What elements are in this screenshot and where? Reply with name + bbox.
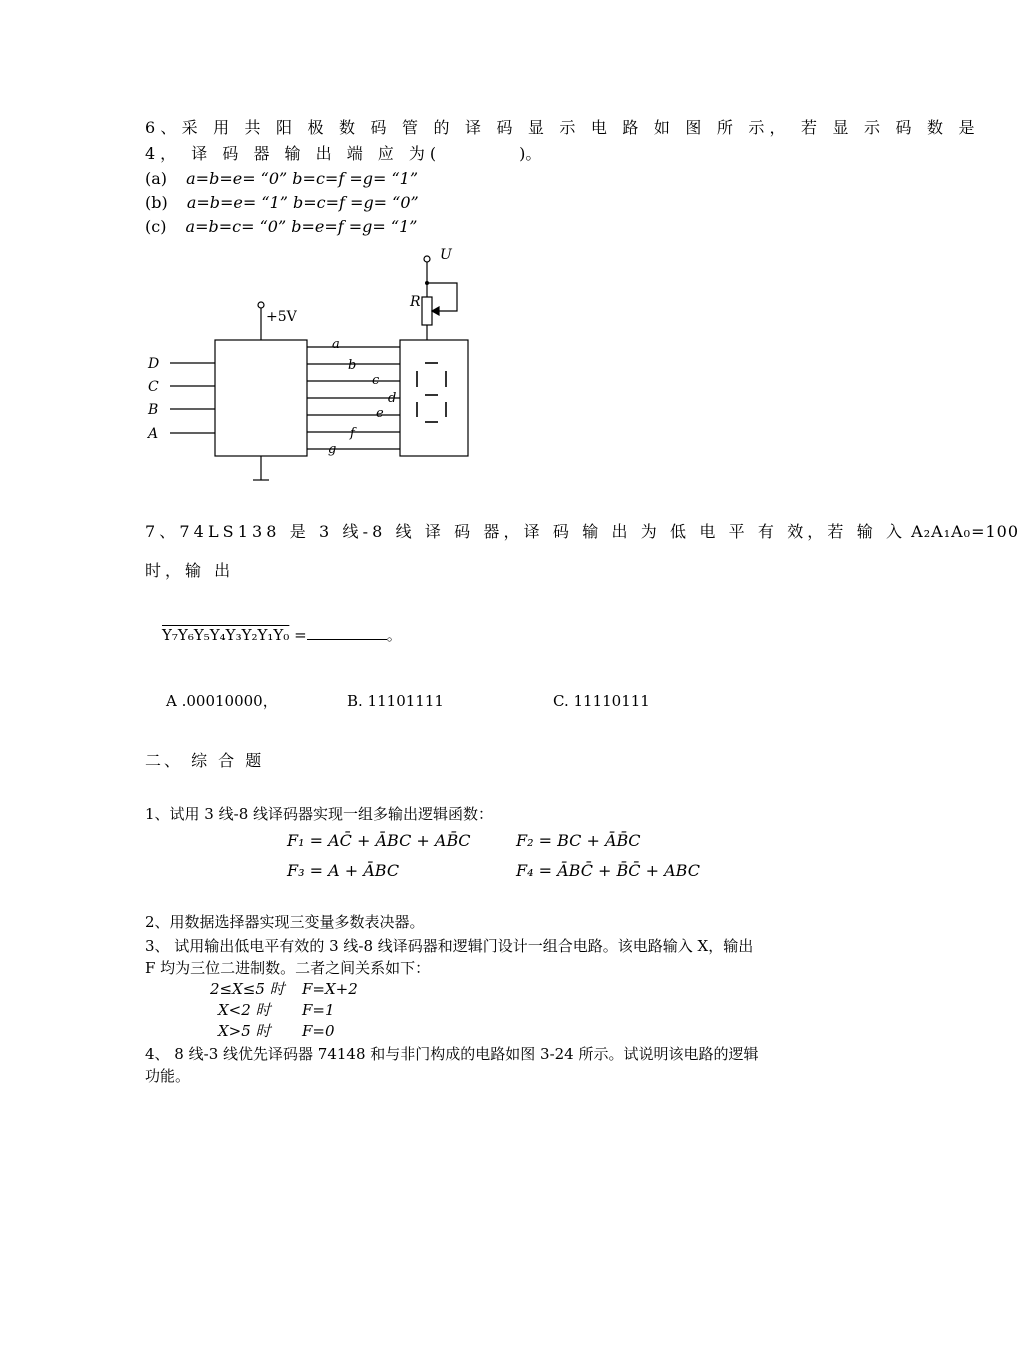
q7-expression [162,625,402,644]
resistor-label: R [410,294,421,310]
display-box [400,340,468,456]
relation-result: F=0 [302,1022,335,1040]
section2-p4-line1: 4、 8 线-3 线优先译码器 74148 和与非门构成的电路如图 3-24 所示。试说明该电路的逻辑 [145,1045,759,1063]
q7-expr-eq: = [294,626,307,644]
segment-label-c: c [372,373,380,388]
input-label-a: A [148,426,159,442]
formula-f2: F₂ = BC + ĀB̄C [516,831,641,850]
option-text: a=b=e= “0” b=c=f =g= “1” [186,169,419,188]
input-label-d: D [148,356,160,372]
q7-expr-outputs: Y₇Y₆Y₅Y₄Y₃Y₂Y₁Y₀ [162,626,290,644]
input-label-c: C [148,379,159,395]
q6-line2 [145,145,541,163]
q7-choice-b: B. 11101111 [347,692,444,710]
segment-label-g: g [328,442,337,457]
segment-label-f: f [350,426,355,441]
segment-label-e: e [376,406,384,421]
section2-p3-line2: F 均为三位二进制数。二者之间关系如下： [145,959,431,977]
decoder-circuit-diagram [140,240,480,485]
option-label: (a) [145,169,168,188]
q7-line1-text: 7、74LS138 是 3 线-8 线 译 码 器，译 码 输 出 为 低 电 平 有 效，若 输 入 [145,522,907,541]
input-label-b: B [148,402,159,418]
segment-label-b: b [348,358,357,373]
section2-p3-line1: 3、 试用输出低电平有效的 3 线-8 线译码器和逻辑门设计一组合电路。该电路输入 X，输出 [145,937,754,955]
q7-input-value: A₂A₁A₀=100 [911,522,1019,541]
section2-p2: 2、用数据选择器实现三变量多数表决器。 [145,913,425,931]
segment-label-d: d [388,391,397,406]
relation-row-3 [218,1022,335,1040]
q6-line1: 6、采 用 共 阳 极 数 码 管 的 译 码 显 示 电 路 如 图 所 示， 若 显 示 码 数 是 [145,118,980,137]
q7-line1 [145,523,1019,541]
q7-answer-blank [307,625,387,640]
option-label: (b) [145,193,168,212]
formula-f4: F₄ = ĀBC̄ + B̄C̄ + ABC [516,861,700,880]
q6-option-b [145,194,419,212]
option-text: a=b=e= “1” b=c=f =g= “0” [186,193,419,212]
relation-cond: X<2 时 [218,1001,271,1019]
section2-p1: 1、试用 3 线-8 线译码器实现一组多输出逻辑函数： [145,805,494,823]
relation-result: F=1 [302,1001,335,1019]
relation-row-2 [218,1001,335,1019]
option-text: a=b=c= “0” b=e=f =g= “1” [185,217,418,236]
q6-line2-a: 4， 译 码 器 输 出 端 应 为( [145,144,442,163]
relation-cond: X>5 时 [218,1022,271,1040]
q6-line2-b: )。 [519,144,542,163]
vcc-label: +5V [266,309,297,325]
relation-row-1 [210,980,358,998]
q7-expr-end: 。 [386,626,402,644]
q7-choice-a: A .00010000， [166,692,278,710]
decoder-box [215,340,307,456]
formula-f3: F₃ = A + ĀBC [287,861,400,880]
relation-result: F=X+2 [302,980,358,998]
section2-title: 二、 综 合 题 [145,751,265,770]
q7-line2: 时，输 出 [145,561,235,580]
q7-choice-c: C. 11110111 [553,692,650,710]
relation-cond: 2≤X≤5 时 [210,980,285,998]
segment-label-a: a [332,337,340,352]
option-label: (c) [145,217,167,236]
supply-u-label: U [440,247,452,263]
q6-option-a [145,170,418,188]
section2-p4-line2: 功能。 [145,1067,191,1085]
formula-f1: F₁ = AC̄ + ĀBC + AB̄C [287,831,471,850]
q6-option-c [145,218,417,236]
